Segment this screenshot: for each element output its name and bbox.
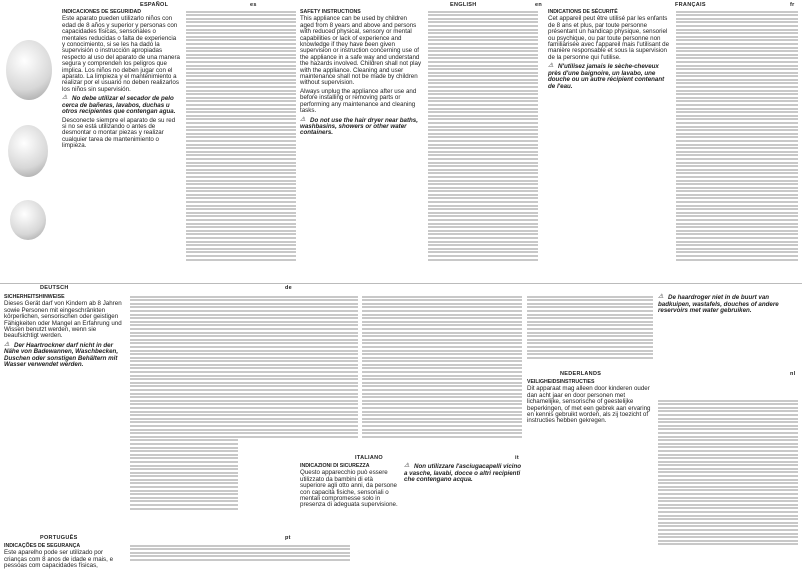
nl-instructions-text xyxy=(658,398,798,564)
de-bullet-1: Dieses Gerät darf von Kindern ab 8 Jahren sowie Personen mit eingeschränkten körperlichen, sensorischen oder geistigen Fähigkeiten oder Mangel an Erfahrung und Wissen benutzt werden, wenn sie beaufsichtigt werden. xyxy=(4,300,122,340)
nl-warning: ⚠ De haardroger niet in de buurt van badkuipen, wastafels, douches of andere reservoirs met water gebruiken. xyxy=(658,293,779,314)
hair-dryer-image xyxy=(6,40,52,100)
it-title: INDICAZIONI DI SICUREZZA xyxy=(300,463,370,469)
diffuser-image xyxy=(10,200,46,240)
en-safety-section xyxy=(300,9,422,279)
nl-bullet-1: Dit apparaat mag alleen door kinderen ouder dan acht jaar en door personen met lichamelijke, sensorische of geestelijke beperkingen, of met een gebrek aan ervaring en kennis gebruikt worden, als zij toezicht of instructies hebben gekregen. xyxy=(527,385,651,425)
pt-title: INDICAÇÕES DE SEGURANÇA xyxy=(4,543,81,549)
page-code-pt: pt xyxy=(285,535,291,541)
es-bullet-1: Este aparato pueden utilizarlo niños con edad de 8 años y superior y personas con capacidades físicas, sensoriales o mentales reducidas o falta de experiencia y conocimiento, si se les ha dado la supervisión o instrucción apropiadas respecto al uso del aparato de una manera segura y comprenden los peligros que implica. Los niños no deben jugar con el aparato. La limpieza y el mantenimiento a realizar por el usuario no deben realizarlos los niños sin supervisión. xyxy=(62,15,180,93)
top-page xyxy=(0,0,802,284)
lang-header-nl: NEDERLANDS xyxy=(560,371,602,377)
de-continued-text xyxy=(238,294,358,454)
nl-safety-section xyxy=(527,379,653,564)
page-code-es: es xyxy=(250,2,257,8)
nl-warning-section xyxy=(658,294,798,394)
en-bullet-2: Always unplug the appliance after use and before installing or removing parts or performing any maintenance and cleaning tasks. xyxy=(300,87,417,115)
de-instructions-text xyxy=(130,294,238,526)
en-title: SAFETY INSTRUCTIONS xyxy=(300,9,361,15)
lang-header-de: DEUTSCH xyxy=(40,285,69,291)
es-instructions-text xyxy=(186,9,296,279)
hair-dryer-detail-image xyxy=(8,125,48,177)
it-safety-section xyxy=(300,463,400,563)
es-safety-section xyxy=(62,9,180,279)
lang-header-es: ESPAÑOL xyxy=(140,2,169,8)
it-bullet-1: Questo apparecchio può essere utilizzato da bambini di età superiore agli otto anni, da persone con capacità fisiche, sensoriali o mentali compromesse solo in presenza di adeguata supervisione. xyxy=(300,469,398,509)
de-warning: ⚠ Der Haartrockner darf nicht in der Nähe von Badewannen, Waschbecken, Duschen oder sonstigen Behältern mit Wasser verwendet werden. xyxy=(4,340,119,369)
fr-title: INDICATIONS DE SÉCURITÉ xyxy=(548,9,618,15)
it-warning-section xyxy=(404,463,524,563)
es-title: INDICACIONES DE SEGURIDAD xyxy=(62,9,141,15)
warning-icon: ⚠ xyxy=(4,340,10,348)
fr-warning: ⚠ N'utilisez jamais le sèche-cheveux près d'une baignoire, un lavabo, une douche ou un autre récipient contenant de l'eau. xyxy=(548,62,665,90)
de-title: SICHERHEITSHINWEISE xyxy=(4,294,65,300)
it-instructions-text xyxy=(362,294,522,452)
de-safety-section xyxy=(4,294,126,526)
lang-header-en: ENGLISH xyxy=(450,2,477,8)
warning-icon: ⚠ xyxy=(658,293,664,300)
page-code-it: it xyxy=(515,455,519,461)
warning-icon: ⚠ xyxy=(62,94,68,102)
nl-title: VEILIGHEIDSINSTRUCTIES xyxy=(527,379,595,385)
en-instructions-text xyxy=(428,9,538,279)
lang-header-fr: FRANÇAIS xyxy=(675,2,706,8)
page-code-de: de xyxy=(285,285,293,291)
pt-safety-section xyxy=(4,543,124,570)
lang-header-pt: PORTUGUÊS xyxy=(40,535,78,541)
bottom-page xyxy=(0,283,802,570)
es-warning: ⚠ No debe utilizar el secador de pelo cerca de bañeras, lavabos, duchas u otros recipientes que contengan agua. xyxy=(62,94,176,116)
warning-icon: ⚠ xyxy=(548,62,554,70)
lang-header-it: ITALIANO xyxy=(355,455,383,461)
page-code-en: en xyxy=(535,2,543,8)
warning-icon: ⚠ xyxy=(300,115,306,123)
en-bullet-1: This appliance can be used by children aged from 8 years and above and persons with reduced physical, sensory or mental capabilities or lack of experience and knowledge if they have been given supervision or instruction concerning use of the appliance in a safe way and understand the hazards involved. Children shall not play with the appliance. Cleaning and user maintenance shall not be made by children without supervision. xyxy=(300,15,422,87)
en-warning: ⚠ Do not use the hair dryer near baths, washbasins, showers or other water containers. xyxy=(300,115,418,137)
fr-instructions-text xyxy=(676,9,798,279)
es-bullet-2: Desconecte siempre el aparato de su red si no se está utilizando o antes de desmontar o montar piezas y realizar cualquier tarea de mantenimiento o limpieza. xyxy=(62,116,176,150)
fr-bullet-1: Cet appareil peut être utilisé par les enfants de 8 ans et plus, par toute personne présentant un handicap physique, sensoriel ou psychique, ou par toute personne non familiarisée avec l'appareil mais l'utilisant de manière responsable et sous la supervision de la personne qui l'utilise. xyxy=(548,15,670,61)
it-warning: ⚠ Non utilizzare l'asciugacapelli vicino a vasche, lavabi, docce o altri recipienti che contengano acqua. xyxy=(404,462,522,483)
page-code-fr: fr xyxy=(790,2,795,8)
it-continued-text xyxy=(527,294,653,369)
page-code-nl: nl xyxy=(790,371,796,377)
pt-bullet-1: Este aparelho pode ser utilizado por crianças com 8 anos de idade e mais, e pessoas com capacidades físicas, xyxy=(4,549,114,570)
fr-safety-section xyxy=(548,9,670,279)
warning-icon: ⚠ xyxy=(404,462,410,469)
